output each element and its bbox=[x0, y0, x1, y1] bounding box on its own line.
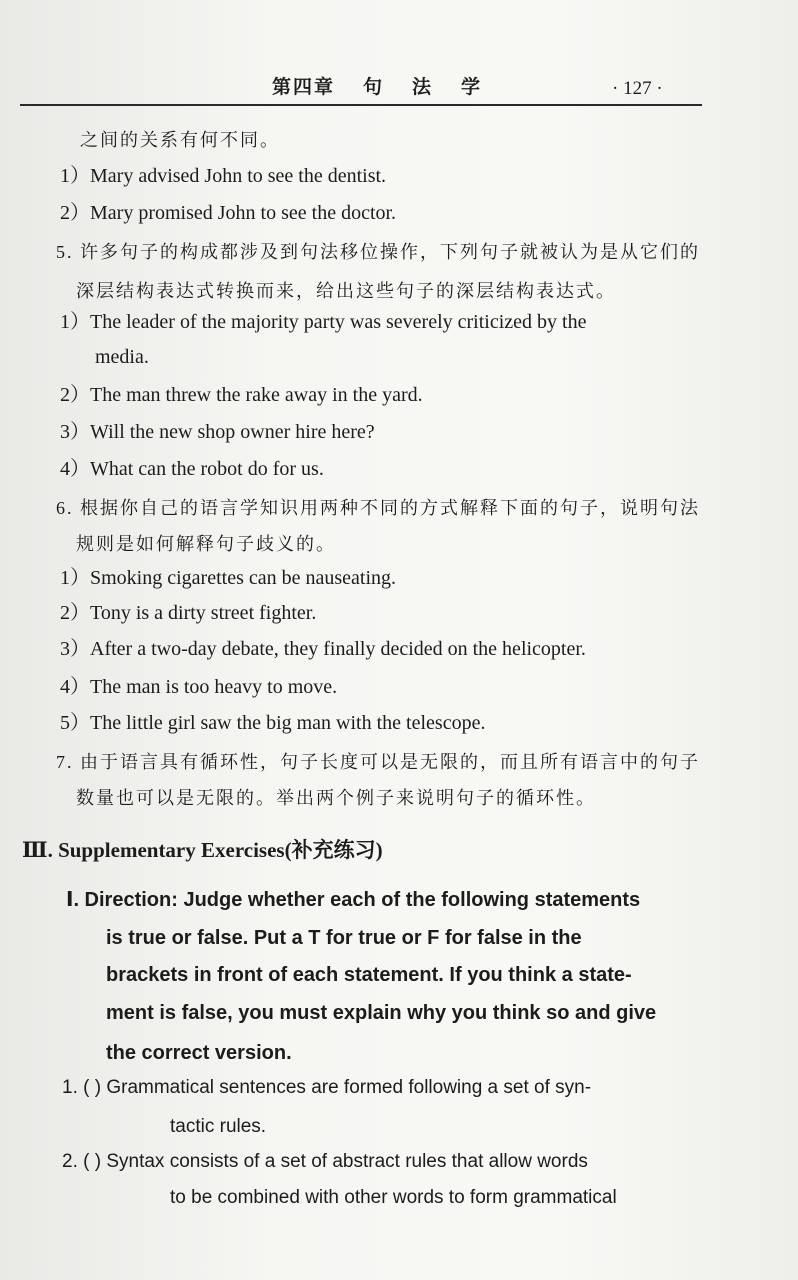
direction-line: the correct version. bbox=[106, 1042, 292, 1064]
direction-line: brackets in front of each statement. If you think a state- bbox=[106, 964, 632, 986]
section-heading: Ⅲ. Supplementary Exercises(补充练习) bbox=[22, 838, 383, 862]
text-line: 1）The leader of the majority party was severely criticized by the bbox=[60, 311, 587, 333]
text-line: 4）The man is too heavy to move. bbox=[60, 676, 338, 698]
text-line: 1）Smoking cigarettes can be nauseating. bbox=[60, 567, 397, 589]
exercise-line: to be combined with other words to form grammatical bbox=[170, 1187, 617, 1208]
direction-line: ment is false, you must explain why you think so and give bbox=[106, 1002, 657, 1024]
text-line: 深层结构表达式转换而来，给出这些句子的深层结构表达式。 bbox=[76, 281, 616, 301]
text-line: 4）What can the robot do for us. bbox=[60, 458, 324, 480]
text-line: 7. 由于语言具有循环性，句子长度可以是无限的，而且所有语言中的句子 bbox=[56, 752, 700, 772]
text-line: 1）Mary advised John to see the dentist. bbox=[60, 165, 387, 187]
text-line: 之间的关系有何不同。 bbox=[80, 130, 280, 150]
text-line: 2）Tony is a dirty street fighter. bbox=[60, 602, 317, 624]
header-title-char: 学 bbox=[461, 77, 483, 98]
text-line: 5. 许多句子的构成都涉及到句法移位操作，下列句子就被认为是从它们的 bbox=[56, 242, 700, 262]
header-title-char: 法 bbox=[412, 77, 434, 98]
header-rule bbox=[20, 104, 702, 106]
running-header bbox=[272, 72, 482, 99]
page-number: · 127 · bbox=[612, 78, 663, 99]
text-line: media. bbox=[95, 346, 149, 368]
direction-line: Ⅰ. Direction: Judge whether each of the following statements bbox=[66, 889, 641, 911]
chapter-label: 第四章 bbox=[272, 77, 336, 98]
header-title-char: 句 bbox=[363, 77, 385, 98]
text-line: 2）The man threw the rake away in the yard. bbox=[60, 384, 423, 406]
text-line: 2）Mary promised John to see the doctor. bbox=[60, 202, 397, 224]
text-line: 规则是如何解释句子歧义的。 bbox=[76, 534, 336, 554]
text-line: 3）After a two-day debate, they finally decided on the helicopter. bbox=[60, 638, 586, 660]
text-line: 6. 根据你自己的语言学知识用两种不同的方式解释下面的句子，说明句法 bbox=[56, 498, 700, 518]
exercise-line: 1. ( ) Grammatical sentences are formed following a set of syn- bbox=[62, 1077, 592, 1098]
exercise-line: 2. ( ) Syntax consists of a set of abstract rules that allow words bbox=[62, 1151, 588, 1172]
exercise-line: tactic rules. bbox=[170, 1116, 267, 1137]
direction-line: is true or false. Put a T for true or F for false in the bbox=[106, 927, 582, 949]
text-line: 3）Will the new shop owner hire here? bbox=[60, 421, 375, 443]
text-line: 5）The little girl saw the big man with the telescope. bbox=[60, 712, 486, 734]
text-line: 数量也可以是无限的。举出两个例子来说明句子的循环性。 bbox=[76, 788, 596, 808]
